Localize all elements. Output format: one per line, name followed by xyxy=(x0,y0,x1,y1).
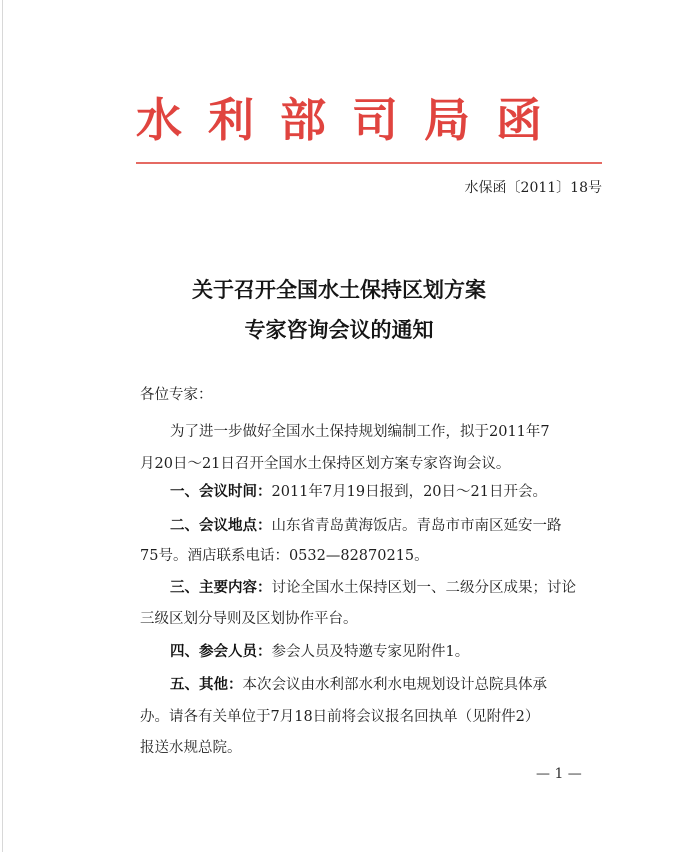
document-number: 水保函〔2011〕18号 xyxy=(464,180,602,196)
section-text-continuation: 三级区划分导则及区划协作平台。 xyxy=(140,611,358,627)
section-heading: 四、参会人员： xyxy=(170,643,272,660)
section-attendees xyxy=(170,642,469,662)
section-text: 讨论全国水土保持区划一、二级分区成果；讨论 xyxy=(271,580,576,596)
page-number: — 1 — xyxy=(536,766,582,782)
intro-paragraph-line-1: 为了进一步做好全国水土保持规划编制工作，拟于2011年7 xyxy=(170,424,550,440)
section-main-content xyxy=(170,578,576,598)
intro-paragraph-line-2: 月20日～21日召开全国水土保持区划方案专家咨询会议。 xyxy=(140,456,511,472)
section-heading: 二、会议地点： xyxy=(170,517,272,534)
notice-title-line-2: 专家咨询会议的通知 xyxy=(244,317,434,342)
agency-letterhead-title: 水利部司局函 xyxy=(136,93,568,147)
section-other xyxy=(170,675,547,695)
section-text-continuation: 报送水规总院。 xyxy=(140,740,242,756)
section-text-continuation: 75号。酒店联系电话：0532—82870215。 xyxy=(140,548,429,564)
section-heading: 五、其他： xyxy=(170,676,243,693)
letterhead-red-rule xyxy=(136,162,602,164)
section-text: 本次会议由水利部水利水电规划设计总院具体承 xyxy=(242,677,547,693)
section-meeting-time xyxy=(170,482,547,502)
section-text: 2011年7月19日报到，20日～21日开会。 xyxy=(271,484,547,500)
section-meeting-location xyxy=(170,516,562,536)
section-heading: 三、主要内容： xyxy=(170,579,272,596)
notice-title-line-1: 关于召开全国水土保持区划方案 xyxy=(192,277,486,302)
section-text-continuation: 办。请各有关单位于7月18日前将会议报名回执单（见附件2） xyxy=(140,709,540,725)
salutation: 各位专家： xyxy=(140,387,213,403)
section-heading: 一、会议时间： xyxy=(170,483,272,500)
section-text: 山东省青岛黄海饭店。青岛市市南区延安一路 xyxy=(271,518,562,534)
section-text: 参会人员及特邀专家见附件1。 xyxy=(271,644,470,660)
